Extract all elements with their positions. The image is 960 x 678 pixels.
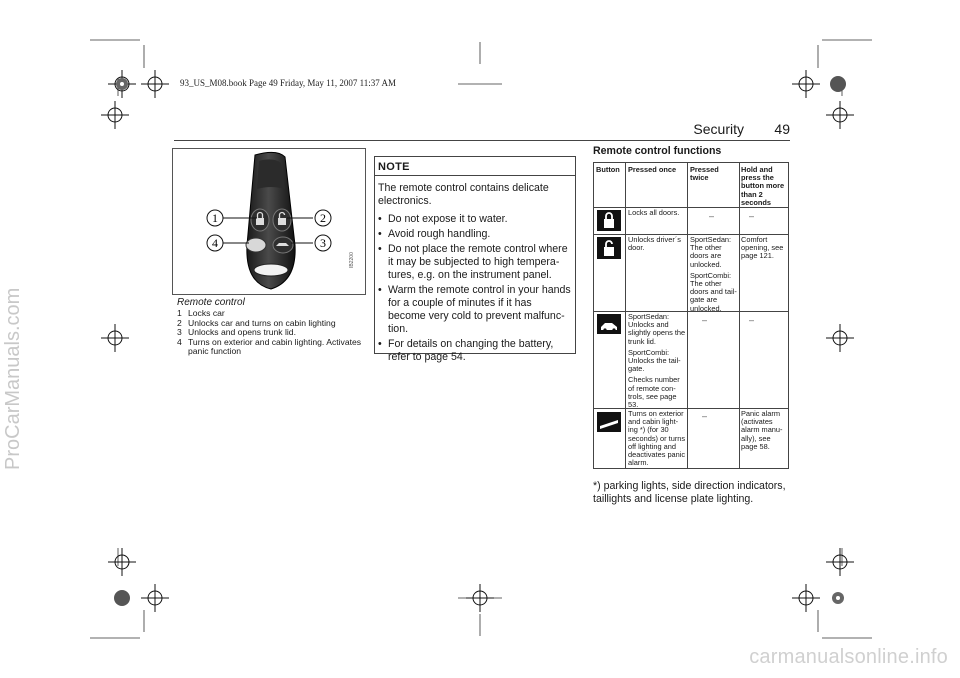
row1-pressed-twice: – [709, 211, 715, 221]
caption-list [177, 309, 377, 357]
caption-item: 4 Turns on exterior and cabin lighting. Activates panic function [177, 336, 362, 357]
table-column-divider [625, 163, 626, 468]
note-bullet: • Avoid rough handling. [378, 228, 491, 240]
callout-2: 2 [320, 211, 326, 225]
header-pressed-twice: Pressed twice [690, 165, 719, 183]
caption-item: 2 Unlocks car and turns on cabin lighting [177, 317, 336, 328]
page-number: 49 [774, 121, 790, 137]
callout-1: 1 [212, 211, 218, 225]
callout-4: 4 [212, 236, 218, 250]
remote-control-figure [172, 148, 366, 295]
section-title: Security [693, 121, 744, 137]
row1-pressed-once: Locks all doors. [628, 208, 680, 217]
row4-pressed-twice: – [702, 411, 708, 421]
note-intro: The remote control contains delicate electronics. [378, 182, 549, 207]
figure-code: IB2200 [349, 252, 355, 268]
row4-pressed-once: Turns on exterior and cabin light-ing *) (for 30 seconds) or turns off lighting and deactivates panic alarm. [628, 409, 686, 468]
row3-pressed-once [628, 313, 686, 409]
bottom-watermark: carmanualsonline.info [749, 646, 948, 668]
table-column-divider [739, 163, 740, 468]
row3-once-combi: SportCombi: Unlocks the tail-gate. [628, 347, 681, 374]
functions-table [593, 162, 789, 469]
row2-pressed-once: Unlocks driver´s door. [628, 235, 681, 253]
note-bullet: • Warm the remote control in your hands for a couple of minutes if it has become very cold to prevent malfunc-tion. [378, 284, 571, 335]
row3-once-sedan: SportSedan: Unlocks and slightly opens the trunk lid. [628, 312, 686, 346]
footnote: *) parking lights, side direction indicators, taillights and license plate lighting. [593, 480, 786, 505]
row4-hold: Panic alarm (activates alarm manu-ally), see page 58. [741, 409, 783, 451]
callout-3: 3 [320, 236, 326, 250]
header-rule [174, 140, 790, 141]
row2-pressed-twice [690, 236, 738, 313]
header-pressed-once: Pressed once [628, 165, 677, 174]
figure-caption [177, 297, 377, 357]
row3-hold: – [749, 315, 755, 325]
note-box [374, 156, 576, 363]
row3-pressed-twice: – [702, 315, 708, 325]
print-header: 93_US_M08.book Page 49 Friday, May 11, 2007 11:37 AM [180, 78, 396, 88]
caption-title: Remote control [177, 297, 245, 308]
note-title: NOTE [375, 157, 575, 176]
side-watermark: ProCarManuals.com [2, 287, 24, 470]
caption-item: 1 Locks car [177, 308, 225, 318]
remote-key-illustration [173, 149, 367, 296]
header-hold: Hold and press the button more than 2 seconds [741, 165, 785, 207]
row2-twice-sedan: SportSedan: The other doors are unlocked. [690, 235, 732, 269]
note-list [375, 208, 575, 364]
row3-once-count: Checks number of remote con-trols, see page 53. [628, 375, 680, 410]
table-column-divider [687, 163, 688, 468]
caption-item: 3 Unlocks and opens trunk lid. [177, 327, 296, 338]
row2-twice-combi: SportCombi: The other doors and tail-gate are unlocked. [690, 270, 737, 313]
unlock-icon [597, 237, 621, 259]
note-bullet: • Do not expose it to water. [378, 213, 508, 225]
row2-hold: Comfort opening, see page 121. [741, 235, 784, 261]
table-title: Remote control functions [593, 145, 722, 157]
lock-icon [597, 210, 621, 231]
page-heading [600, 120, 790, 140]
panic-icon [597, 412, 621, 432]
row1-hold: – [749, 211, 755, 221]
trunk-icon [597, 314, 621, 334]
note-bullet: • For details on changing the battery, refer to page 54. [378, 338, 554, 363]
note-bullet: • Do not place the remote control where it may be subjected to high tempera-tures, e.g. on the instrument panel. [378, 243, 568, 281]
header-button: Button [596, 165, 620, 174]
table-row-divider [594, 207, 788, 208]
